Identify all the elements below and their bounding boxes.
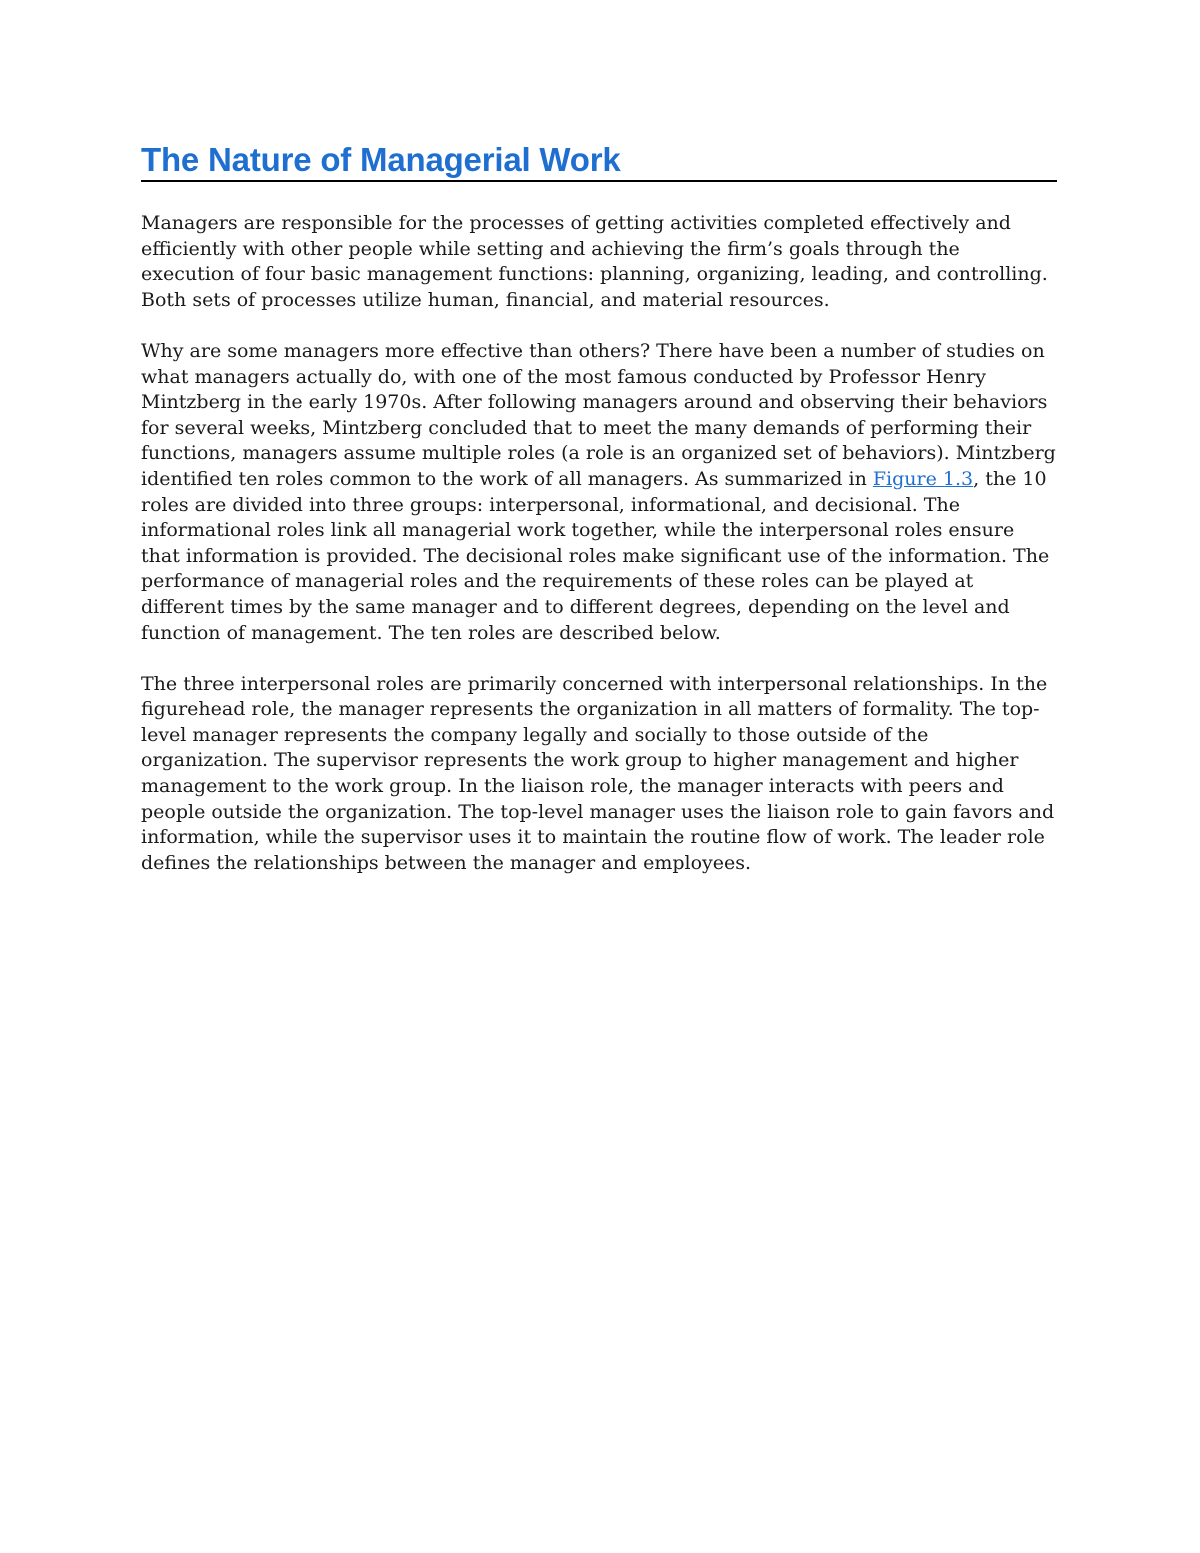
paragraph-text-before-link: Why are some managers more effective than others? There have been a number of studies on what managers actually do, with one of the most famous conducted by Professor Henry Mintzberg in the early 1970s. After following managers around and observing their behaviors for several weeks, Mintzberg concluded that to meet the many demands of performing their functions, managers assume multiple roles (a role is an organized set of behaviors). Mintzberg identified ten roles common to the work of all managers. As summarized in [141,339,1056,490]
figure-1-3-link[interactable]: Figure 1.3 [872,467,974,490]
paragraph-text-after-link: , the 10 roles are divided into three groups: interpersonal, informational, and decisional. The informational roles link all managerial work together, while the interpersonal roles ensure that information is provided. The decisional roles make significant use of the information. The performance of managerial roles and the requirements of these roles can be played at different times by the same manager and to different degrees, depending on the level and function of management. The ten roles are described below. [141,467,1050,644]
paragraph-managers-responsibilities: Managers are responsible for the processes of getting activities completed effectively and efficiently with other people while setting and achieving the firm’s goals through the execution of four basic management functions: planning, organizing, leading, and controlling. Both sets of processes utilize human, financial, and material resources. [141,212,1048,311]
paragraph-mintzberg-roles [141,339,1057,646]
page-title: The Nature of Managerial Work [141,141,621,178]
paragraph-interpersonal-roles: The three interpersonal roles are primarily concerned with interpersonal relationships. In the figurehead role, the manager represents the organization in all matters of formality. The top-level manager represents the company legally and socially to those outside of the organization. The supervisor represents the work group to higher management and higher management to the work group. In the liaison role, the manager interacts with peers and people outside the organization. The top-level manager uses the liaison role to gain favors and information, while the supervisor uses it to maintain the routine flow of work. The leader role defines the relationships between the manager and employees. [141,672,1055,874]
title-underline-rule [141,180,1057,182]
document-page [141,140,1057,902]
